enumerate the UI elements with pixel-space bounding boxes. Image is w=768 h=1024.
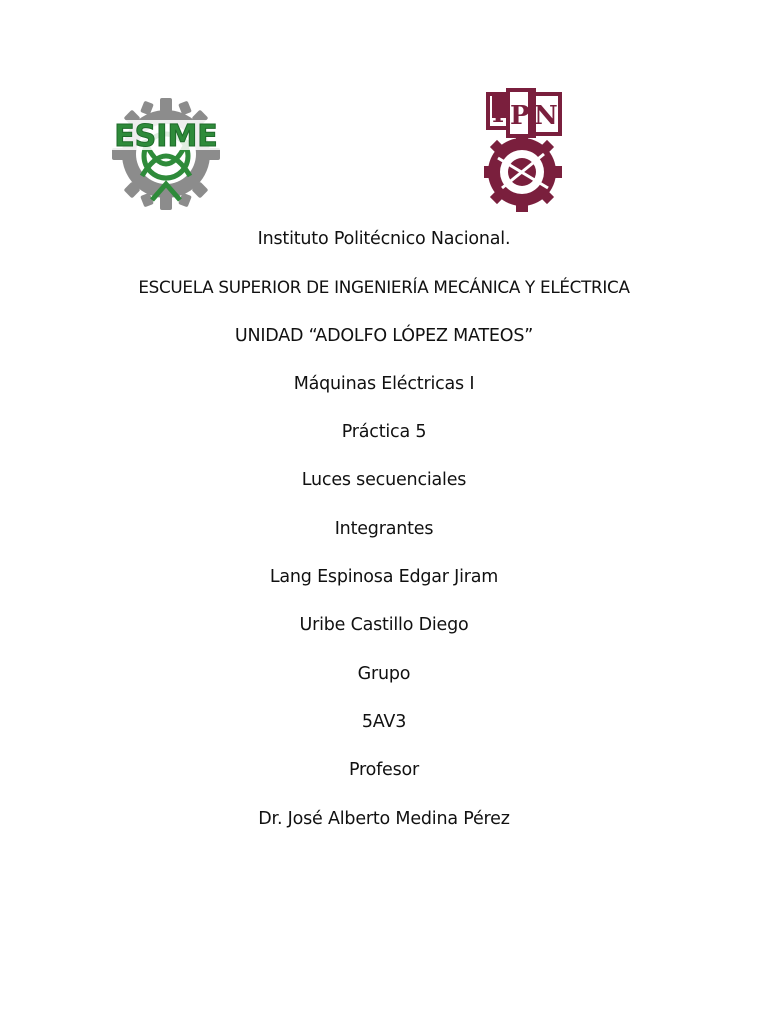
ipn-logo bbox=[478, 88, 568, 212]
member-name: Uribe Castillo Diego bbox=[299, 615, 469, 636]
professor-label: Profesor bbox=[348, 760, 420, 781]
esime-logo bbox=[104, 96, 228, 212]
unit-name: UNIDAD “ADOLFO LÓPEZ MATEOS” bbox=[234, 325, 534, 346]
svg-text:ESIME: ESIME bbox=[114, 119, 218, 154]
professor-name: Dr. José Alberto Medina Pérez bbox=[258, 808, 510, 829]
cover-text-block bbox=[0, 224, 768, 852]
svg-text:N: N bbox=[534, 101, 558, 131]
practice-number: Práctica 5 bbox=[341, 422, 427, 443]
members-label: Integrantes bbox=[334, 518, 434, 539]
school-name: ESCUELA SUPERIOR DE INGENIERÍA MECÁNICA Y ELÉCTRICA bbox=[138, 277, 630, 298]
svg-text:I: I bbox=[492, 99, 505, 129]
group-value: 5AV3 bbox=[361, 711, 407, 732]
practice-topic: Luces secuenciales bbox=[301, 470, 467, 491]
svg-text:P: P bbox=[510, 101, 530, 131]
subject-name: Máquinas Eléctricas I bbox=[293, 373, 475, 394]
group-label: Grupo bbox=[357, 663, 411, 684]
institution-name: Instituto Politécnico Nacional. bbox=[257, 229, 511, 249]
member-name: Lang Espinosa Edgar Jiram bbox=[269, 567, 499, 588]
